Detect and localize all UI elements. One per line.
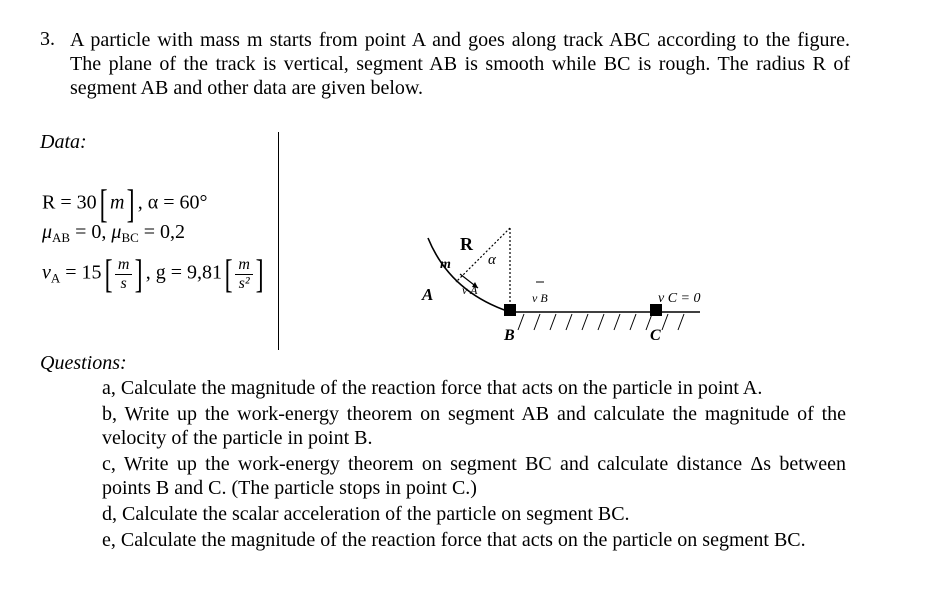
radius-unit: m <box>109 191 125 214</box>
label-b: B <box>504 327 515 344</box>
bracket-right: ] <box>127 181 136 226</box>
label-c: C <box>650 327 661 344</box>
va-symbol: v <box>42 261 51 284</box>
question-e: e, Calculate the magnitude of the reaction force that acts on the particle on segment BC. <box>102 529 806 551</box>
bracket-left: [ <box>99 181 108 226</box>
alpha-value: , α = 60° <box>137 191 208 214</box>
question-c: c, Write up the work-energy theorem on segment BC and calculate distance Δs between points B and C. (The particle stops in point C.) <box>102 453 846 499</box>
mu-ab-value: = 0, <box>70 221 112 243</box>
va-value: = 15 <box>60 261 102 284</box>
mu-bc-value: = 0,2 <box>138 221 186 243</box>
bracket-left: [ <box>224 251 233 296</box>
g-value: , g = 9,81 <box>145 261 223 284</box>
data-title: Data: <box>40 131 87 153</box>
g-unit-fraction <box>235 256 253 293</box>
track-figure <box>410 222 730 350</box>
particle-b <box>504 304 516 316</box>
va-unit-fraction <box>115 256 133 293</box>
label-vc: v C = 0 <box>658 291 701 306</box>
label-a: A <box>422 285 434 304</box>
formula-velocity-gravity <box>42 251 266 296</box>
question-d: d, Calculate the scalar acceleration of the particle on segment BC. <box>102 503 630 525</box>
label-m: m <box>440 257 451 272</box>
label-alpha: α <box>488 252 496 268</box>
question-a: a, Calculate the magnitude of the reaction force that acts on the particle in point A. <box>102 377 763 399</box>
bracket-right: ] <box>135 251 144 296</box>
radius-value: R = 30 <box>42 191 97 214</box>
questions-list <box>102 376 846 554</box>
formula-radius-alpha <box>42 181 208 226</box>
bracket-right: ] <box>255 251 264 296</box>
mu-bc-subscript: BC <box>121 230 139 245</box>
questions-title: Questions: <box>40 352 127 374</box>
problem-number: 3. <box>40 28 55 50</box>
label-vb: v B <box>532 291 548 305</box>
problem-text: A particle with mass m starts from point A and goes along track ABC according to the figure. The plane of the track is vertical, segment AB is smooth while BC is rough. The radius R of segment AB and other data are given below. <box>70 29 850 99</box>
vertical-divider <box>278 132 279 350</box>
label-r: R <box>460 234 473 254</box>
bracket-left: [ <box>104 251 113 296</box>
formula-friction <box>42 221 185 246</box>
va-subscript: A <box>50 270 61 286</box>
mu-ab-symbol: μ <box>42 221 53 243</box>
g-unit-denominator: s² <box>238 274 250 292</box>
label-va: v A <box>462 283 478 297</box>
mu-ab-subscript: AB <box>52 230 71 245</box>
g-unit-numerator: m <box>235 256 253 275</box>
va-unit-numerator: m <box>115 256 133 275</box>
va-unit-denominator: s <box>120 274 127 292</box>
mu-bc-symbol: μ <box>111 221 122 243</box>
question-b: b, Write up the work-energy theorem on segment AB and calculate the magnitude of the velocity of the particle in point B. <box>102 403 846 449</box>
